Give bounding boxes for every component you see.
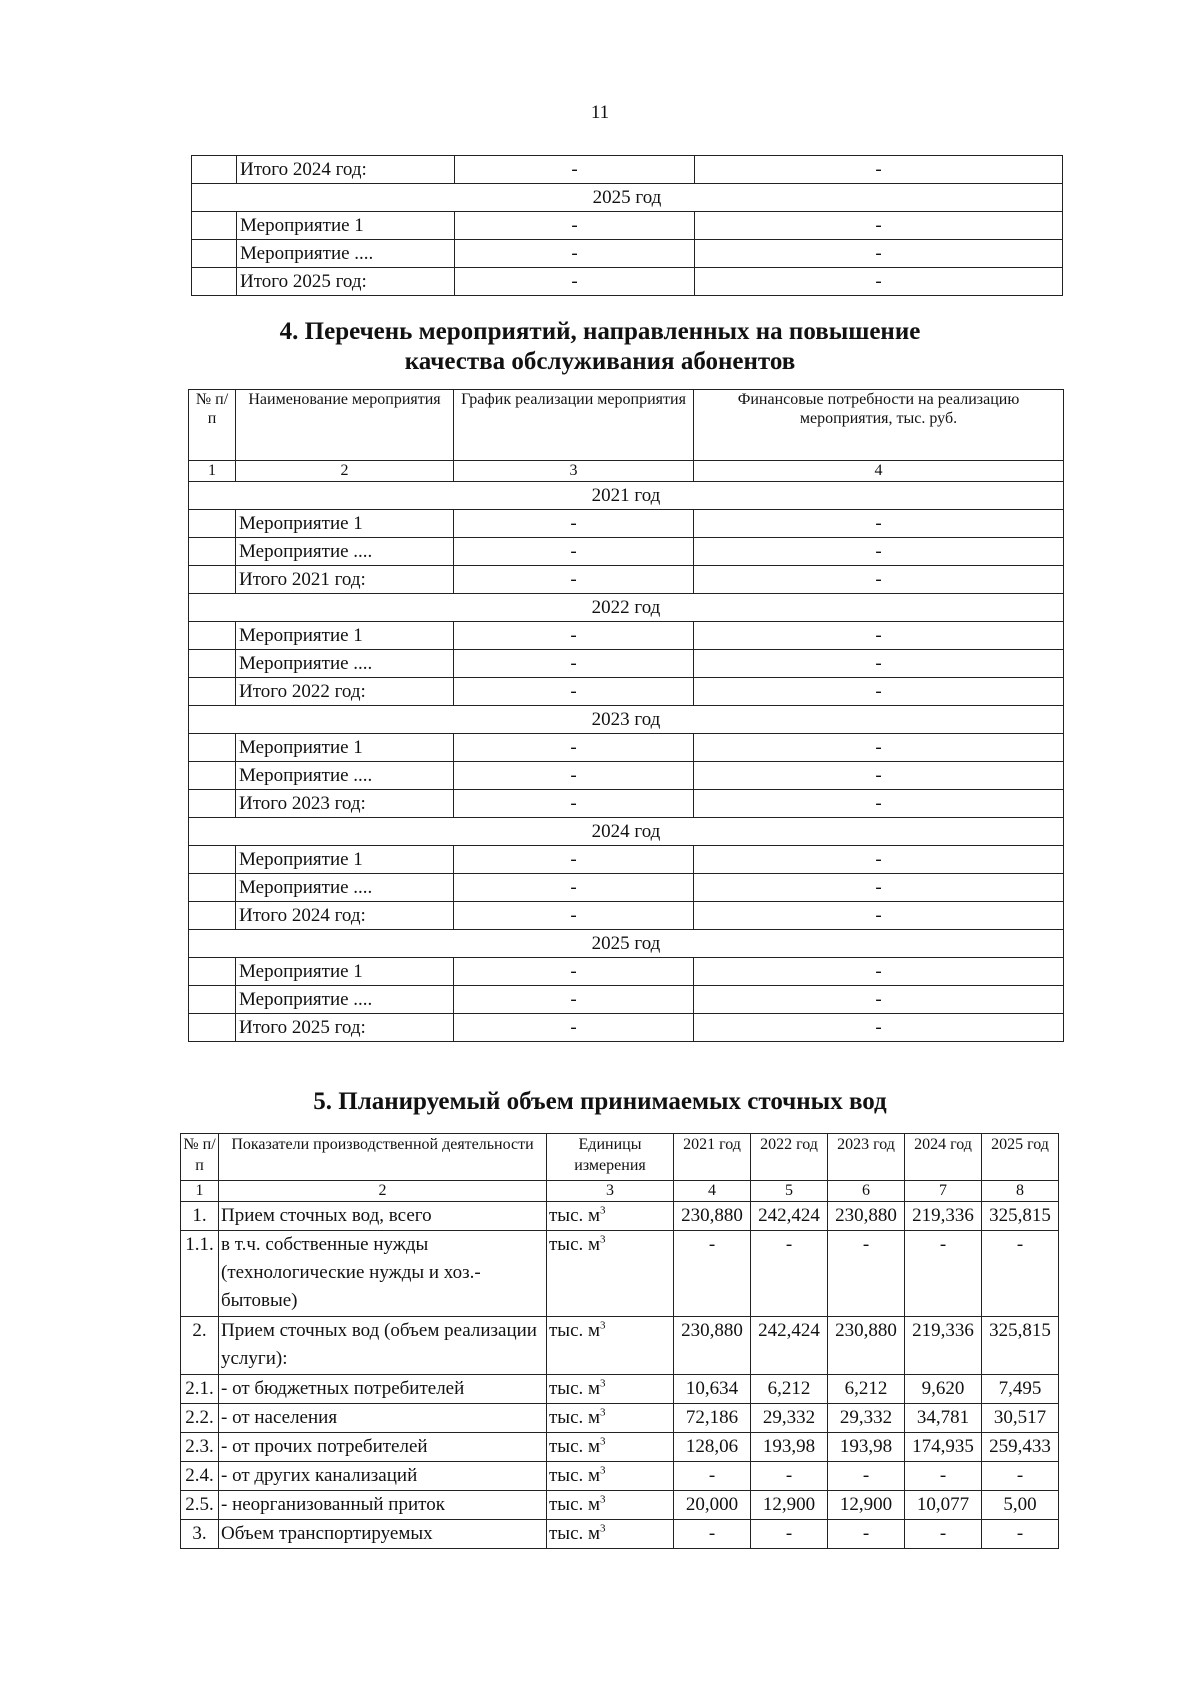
schedule-value: - xyxy=(454,874,694,902)
finance-value: - xyxy=(694,678,1064,706)
year-value: 174,935 xyxy=(905,1433,982,1462)
header-year: 2023 год xyxy=(828,1134,905,1181)
indicator-name: в т.ч. собственные нужды (технологические нужды и хоз.-бытовые) xyxy=(219,1231,547,1317)
section-4-title-line-1: 4. Перечень мероприятий, направленных на повышение xyxy=(279,318,921,345)
finance-value: - xyxy=(694,510,1064,538)
table-row xyxy=(189,874,1064,902)
year-label: 2022 год xyxy=(189,594,1064,622)
year-value: 29,332 xyxy=(751,1404,828,1433)
finance-value: - xyxy=(695,156,1063,184)
year-value: - xyxy=(982,1231,1059,1317)
year-value: 242,424 xyxy=(751,1202,828,1231)
row-number-cell xyxy=(189,734,236,762)
indicator-name: Прием сточных вод, всего xyxy=(219,1202,547,1231)
table-header-row xyxy=(181,1134,1059,1181)
service-quality-measures-table xyxy=(188,389,1064,1042)
row-number: 1. xyxy=(181,1202,219,1231)
year-value: - xyxy=(751,1462,828,1491)
unit-label: тыс. м xyxy=(549,1407,601,1428)
year-value: - xyxy=(751,1231,828,1317)
header-name: Наименование мероприятия xyxy=(236,390,454,461)
measure-name: Мероприятие .... xyxy=(237,240,455,268)
row-number: 2.3. xyxy=(181,1433,219,1462)
row-number-cell xyxy=(189,678,236,706)
year-value: 230,880 xyxy=(828,1317,905,1375)
year-value: 30,517 xyxy=(982,1404,1059,1433)
year-label: 2024 год xyxy=(189,818,1064,846)
table-header-row xyxy=(189,390,1064,461)
year-row xyxy=(189,594,1064,622)
unit-cell xyxy=(547,1317,674,1375)
measure-name: Мероприятие .... xyxy=(236,650,454,678)
year-value: - xyxy=(674,1231,751,1317)
finance-value: - xyxy=(694,846,1064,874)
table-row xyxy=(192,156,1063,184)
column-number-row xyxy=(181,1181,1059,1202)
header-indicator: Показатели производственной деятельности xyxy=(219,1134,547,1181)
year-label: 2025 год xyxy=(189,930,1064,958)
header-year: 2021 год xyxy=(674,1134,751,1181)
col-number: 2 xyxy=(219,1181,547,1202)
year-value: - xyxy=(674,1462,751,1491)
finance-value: - xyxy=(694,622,1064,650)
row-number: 2.4. xyxy=(181,1462,219,1491)
table-row xyxy=(181,1404,1059,1433)
table-row xyxy=(181,1375,1059,1404)
unit-cell xyxy=(547,1375,674,1404)
year-row xyxy=(189,818,1064,846)
year-value: 7,495 xyxy=(982,1375,1059,1404)
table-row xyxy=(189,510,1064,538)
row-number-cell xyxy=(189,762,236,790)
schedule-value: - xyxy=(454,1014,694,1042)
year-value: 12,900 xyxy=(828,1491,905,1520)
row-number-cell xyxy=(189,622,236,650)
unit-exponent: 3 xyxy=(600,1204,606,1217)
table-row xyxy=(189,734,1064,762)
measure-name: Итого 2024 год: xyxy=(236,902,454,930)
year-value: 9,620 xyxy=(905,1375,982,1404)
table-row xyxy=(189,762,1064,790)
row-number-cell xyxy=(189,986,236,1014)
finance-value: - xyxy=(694,902,1064,930)
table-row xyxy=(181,1520,1059,1549)
year-value: 219,336 xyxy=(905,1317,982,1375)
year-value: - xyxy=(674,1520,751,1549)
year-value: - xyxy=(828,1520,905,1549)
measure-name: Итого 2024 год: xyxy=(237,156,455,184)
header-year: 2022 год xyxy=(751,1134,828,1181)
year-value: 5,00 xyxy=(982,1491,1059,1520)
schedule-value: - xyxy=(454,902,694,930)
year-value: - xyxy=(828,1231,905,1317)
finance-value: - xyxy=(694,790,1064,818)
row-number-cell xyxy=(189,790,236,818)
year-row xyxy=(189,482,1064,510)
row-number-cell xyxy=(189,1014,236,1042)
unit-cell xyxy=(547,1404,674,1433)
header-unit: Единицы измерения xyxy=(547,1134,674,1181)
finance-value: - xyxy=(694,566,1064,594)
year-value: 20,000 xyxy=(674,1491,751,1520)
finance-value: - xyxy=(694,1014,1064,1042)
measure-name: Итого 2025 год: xyxy=(236,1014,454,1042)
schedule-value: - xyxy=(454,510,694,538)
year-value: 219,336 xyxy=(905,1202,982,1231)
schedule-value: - xyxy=(454,678,694,706)
year-value: - xyxy=(828,1462,905,1491)
unit-label: тыс. м xyxy=(549,1205,601,1226)
finance-value: - xyxy=(694,734,1064,762)
section-5-title: 5. Планируемый объем принимаемых сточных вод xyxy=(313,1088,887,1115)
table-row xyxy=(189,958,1064,986)
finance-value: - xyxy=(694,874,1064,902)
year-value: - xyxy=(905,1231,982,1317)
unit-label: тыс. м xyxy=(549,1465,601,1486)
row-number-cell xyxy=(189,902,236,930)
schedule-value: - xyxy=(455,156,695,184)
schedule-value: - xyxy=(454,566,694,594)
year-value: - xyxy=(905,1520,982,1549)
table-row xyxy=(189,790,1064,818)
unit-cell xyxy=(547,1433,674,1462)
year-label: 2021 год xyxy=(189,482,1064,510)
year-value: 242,424 xyxy=(751,1317,828,1375)
measure-name: Мероприятие 1 xyxy=(236,958,454,986)
schedule-value: - xyxy=(454,790,694,818)
year-label: 2023 год xyxy=(189,706,1064,734)
year-value: 34,781 xyxy=(905,1404,982,1433)
schedule-value: - xyxy=(454,762,694,790)
year-row xyxy=(189,930,1064,958)
finance-value: - xyxy=(694,538,1064,566)
wastewater-volume-table xyxy=(180,1133,1059,1549)
header-no: № п/п xyxy=(189,390,236,461)
row-number: 2. xyxy=(181,1317,219,1375)
table-row xyxy=(189,622,1064,650)
schedule-value: - xyxy=(454,622,694,650)
measure-name: Итого 2023 год: xyxy=(236,790,454,818)
unit-cell xyxy=(547,1231,674,1317)
year-label: 2025 год xyxy=(192,184,1063,212)
row-number-cell xyxy=(192,240,237,268)
measure-name: Мероприятие 1 xyxy=(236,846,454,874)
row-number-cell xyxy=(189,846,236,874)
schedule-value: - xyxy=(454,958,694,986)
measure-name: Мероприятие .... xyxy=(236,762,454,790)
col-number: 5 xyxy=(751,1181,828,1202)
table-row xyxy=(189,650,1064,678)
row-number-cell xyxy=(192,212,237,240)
table-row xyxy=(189,678,1064,706)
year-value: 325,815 xyxy=(982,1202,1059,1231)
schedule-value: - xyxy=(454,986,694,1014)
section-4-title-line-2: качества обслуживания абонентов xyxy=(404,348,796,375)
schedule-value: - xyxy=(455,268,695,296)
year-value: 193,98 xyxy=(828,1433,905,1462)
table-row xyxy=(181,1433,1059,1462)
schedule-value: - xyxy=(454,734,694,762)
year-value: 10,634 xyxy=(674,1375,751,1404)
finance-value: - xyxy=(694,650,1064,678)
indicator-name: - от прочих потребителей xyxy=(219,1433,547,1462)
col-number: 1 xyxy=(181,1181,219,1202)
row-number: 2.5. xyxy=(181,1491,219,1520)
unit-exponent: 3 xyxy=(600,1435,606,1448)
year-value: 230,880 xyxy=(828,1202,905,1231)
col-number: 8 xyxy=(982,1181,1059,1202)
col-number: 1 xyxy=(189,461,236,482)
header-year: 2025 год xyxy=(982,1134,1059,1181)
unit-exponent: 3 xyxy=(600,1522,606,1535)
col-number: 4 xyxy=(694,461,1064,482)
table-row xyxy=(192,268,1063,296)
finance-value: - xyxy=(695,240,1063,268)
unit-label: тыс. м xyxy=(549,1436,601,1457)
header-finance: Финансовые потребности на реализацию мероприятия, тыс. руб. xyxy=(694,390,1064,461)
finance-value: - xyxy=(694,986,1064,1014)
row-number: 2.1. xyxy=(181,1375,219,1404)
unit-label: тыс. м xyxy=(549,1320,601,1341)
unit-cell xyxy=(547,1462,674,1491)
finance-value: - xyxy=(694,958,1064,986)
col-number: 4 xyxy=(674,1181,751,1202)
year-value: 12,900 xyxy=(751,1491,828,1520)
measure-name: Мероприятие .... xyxy=(236,986,454,1014)
unit-label: тыс. м xyxy=(549,1378,601,1399)
unit-exponent: 3 xyxy=(600,1464,606,1477)
continued-measures-table xyxy=(191,155,1063,296)
schedule-value: - xyxy=(454,650,694,678)
year-value: 230,880 xyxy=(674,1317,751,1375)
finance-value: - xyxy=(695,212,1063,240)
column-number-row xyxy=(189,461,1064,482)
schedule-value: - xyxy=(455,240,695,268)
row-number-cell xyxy=(189,510,236,538)
unit-cell xyxy=(547,1491,674,1520)
header-no: № п/п xyxy=(181,1134,219,1181)
table-row xyxy=(181,1202,1059,1231)
indicator-name: - неорганизованный приток xyxy=(219,1491,547,1520)
unit-cell xyxy=(547,1202,674,1231)
schedule-value: - xyxy=(455,212,695,240)
row-number-cell xyxy=(189,538,236,566)
measure-name: Итого 2022 год: xyxy=(236,678,454,706)
year-value: 6,212 xyxy=(751,1375,828,1404)
measure-name: Мероприятие 1 xyxy=(236,622,454,650)
year-value: 29,332 xyxy=(828,1404,905,1433)
indicator-name: - от населения xyxy=(219,1404,547,1433)
table-row xyxy=(189,1014,1064,1042)
table-row xyxy=(181,1462,1059,1491)
row-number: 1.1. xyxy=(181,1231,219,1317)
measure-name: Итого 2025 год: xyxy=(237,268,455,296)
header-year: 2024 год xyxy=(905,1134,982,1181)
year-value: 325,815 xyxy=(982,1317,1059,1375)
year-value: 128,06 xyxy=(674,1433,751,1462)
finance-value: - xyxy=(694,762,1064,790)
schedule-value: - xyxy=(454,538,694,566)
measure-name: Мероприятие .... xyxy=(236,874,454,902)
schedule-value: - xyxy=(454,846,694,874)
table-row xyxy=(189,566,1064,594)
unit-exponent: 3 xyxy=(600,1406,606,1419)
measure-name: Мероприятие 1 xyxy=(236,510,454,538)
row-number-cell xyxy=(189,958,236,986)
year-value: 193,98 xyxy=(751,1433,828,1462)
year-value: 6,212 xyxy=(828,1375,905,1404)
unit-exponent: 3 xyxy=(600,1377,606,1390)
year-value: 259,433 xyxy=(982,1433,1059,1462)
unit-exponent: 3 xyxy=(600,1319,606,1332)
unit-cell xyxy=(547,1520,674,1549)
table-row xyxy=(189,902,1064,930)
row-number: 3. xyxy=(181,1520,219,1549)
row-number: 2.2. xyxy=(181,1404,219,1433)
row-number-cell xyxy=(189,650,236,678)
table-row xyxy=(181,1231,1059,1317)
indicator-name: Прием сточных вод (объем реализации услуги): xyxy=(219,1317,547,1375)
measure-name: Мероприятие 1 xyxy=(237,212,455,240)
row-number-cell xyxy=(192,268,237,296)
year-value: 10,077 xyxy=(905,1491,982,1520)
table-row xyxy=(192,240,1063,268)
table-row xyxy=(189,538,1064,566)
col-number: 6 xyxy=(828,1181,905,1202)
table-row xyxy=(189,846,1064,874)
indicator-name: - от бюджетных потребителей xyxy=(219,1375,547,1404)
indicator-name: - от других канализаций xyxy=(219,1462,547,1491)
table-row xyxy=(192,212,1063,240)
year-value: - xyxy=(905,1462,982,1491)
col-number: 3 xyxy=(547,1181,674,1202)
measure-name: Мероприятие 1 xyxy=(236,734,454,762)
unit-exponent: 3 xyxy=(600,1233,606,1246)
header-schedule: График реализации мероприятия xyxy=(454,390,694,461)
year-value: - xyxy=(751,1520,828,1549)
row-number-cell xyxy=(189,566,236,594)
table-row xyxy=(189,986,1064,1014)
table-row xyxy=(181,1491,1059,1520)
year-row xyxy=(189,706,1064,734)
year-value: - xyxy=(982,1462,1059,1491)
row-number-cell xyxy=(189,874,236,902)
col-number: 2 xyxy=(236,461,454,482)
indicator-name: Объем транспортируемых xyxy=(219,1520,547,1549)
col-number: 7 xyxy=(905,1181,982,1202)
measure-name: Мероприятие .... xyxy=(236,538,454,566)
year-value: - xyxy=(982,1520,1059,1549)
year-value: 230,880 xyxy=(674,1202,751,1231)
page-number: 11 xyxy=(590,102,610,123)
unit-label: тыс. м xyxy=(549,1494,601,1515)
unit-label: тыс. м xyxy=(549,1523,601,1544)
finance-value: - xyxy=(695,268,1063,296)
row-number-cell xyxy=(192,156,237,184)
year-value: 72,186 xyxy=(674,1404,751,1433)
year-row xyxy=(192,184,1063,212)
section-4-title xyxy=(0,317,1200,377)
unit-label: тыс. м xyxy=(549,1234,601,1255)
measure-name: Итого 2021 год: xyxy=(236,566,454,594)
table-row xyxy=(181,1317,1059,1375)
unit-exponent: 3 xyxy=(600,1493,606,1506)
col-number: 3 xyxy=(454,461,694,482)
